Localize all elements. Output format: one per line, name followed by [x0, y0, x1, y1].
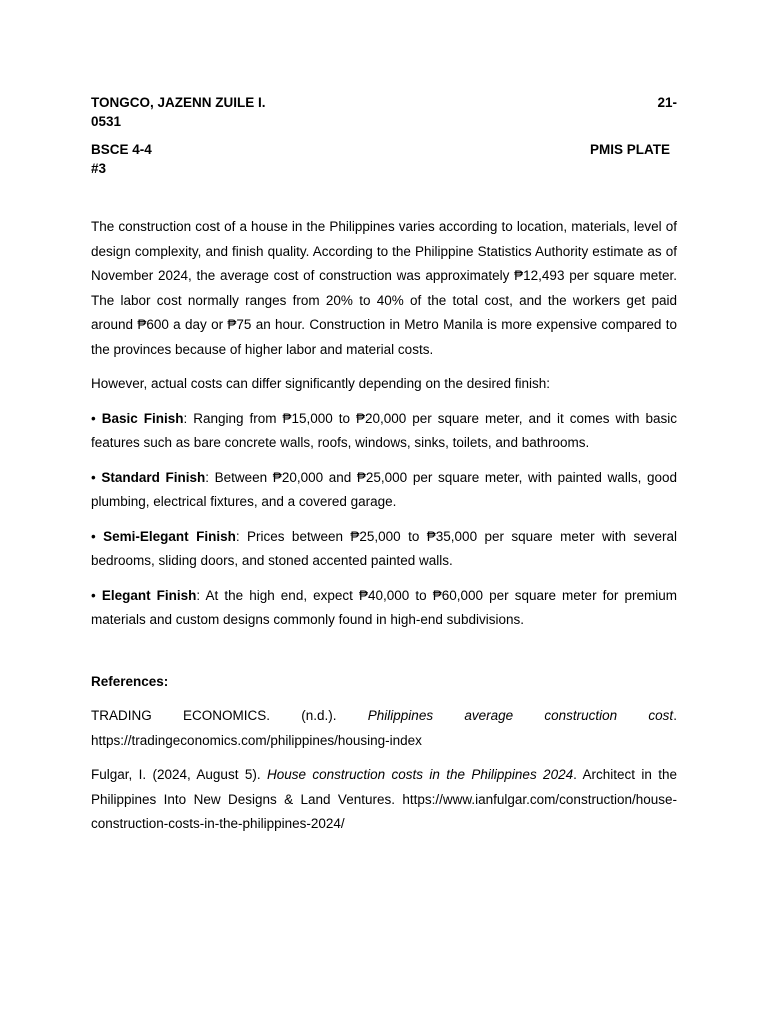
ref1-url: https://tradingeconomics.com/philippines/housing-index: [91, 732, 422, 748]
ref2-prefix: Fulgar, I. (2024, August 5).: [91, 767, 267, 782]
finish-description: : Ranging from ₱15,000 to ₱20,000 per square meter, and it comes with basic features such as bare concrete walls, roofs, windows, sinks, toilets, and bathrooms.: [91, 410, 677, 450]
finish-description: : Prices between ₱25,000 to ₱35,000 per square meter with several bedrooms, sliding doors, and stoned accented painted walls.: [91, 528, 677, 568]
references-heading: References:: [91, 673, 169, 689]
plate-label-part1: PMIS PLATE: [589, 142, 670, 157]
bullet-marker: •: [91, 587, 96, 603]
ref1-title-end: [648, 704, 677, 729]
reference-item-2: [91, 763, 677, 837]
finish-label: Semi-Elegant Finish: [103, 528, 236, 544]
finish-item-standard: [91, 466, 677, 515]
ref1-title-word4: cost: [648, 708, 674, 723]
ref2-suffix: . Architect in the Philippines Into New Designs & Land Ventures. https://www.ianfulgar.com/construction/house-construction-costs-in-the-philippines-2024/: [91, 767, 678, 831]
bullet-marker: •: [91, 469, 96, 485]
ref2-title: House construction costs in the Philippines 2024: [266, 767, 574, 782]
ref1-title-word3: construction: [544, 708, 618, 723]
finish-description: : Between ₱20,000 and ₱25,000 per square meter, with painted walls, good plumbing, electrical fixtures, and a covered garage.: [91, 469, 677, 509]
ref1-period: .: [673, 708, 677, 723]
intro-paragraph: The construction cost of a house in the Philippines varies according to location, materials, level of design complexity, and finish quality. According to the Philippine Statistics Authority estimate as of November 2024, the average cost of construction was approximately ₱12,493 per square meter. The labor cost normally ranges from 20% to 40% of the total cost, and the workers get paid around ₱600 a day or ₱75 an hour. Construction in Metro Manila is more expensive compared to the provinces because of higher labor and material costs.: [91, 219, 677, 357]
header-row-section: [91, 140, 677, 159]
finish-intro-paragraph: However, actual costs can differ significantly depending on the desired finish:: [91, 376, 551, 391]
plate-label-part2: #3: [91, 161, 107, 176]
bullet-marker: •: [91, 528, 96, 544]
ref1-title-word2: average: [464, 708, 514, 723]
finish-label: Elegant Finish: [101, 587, 197, 603]
ref1-author: TRADING: [91, 708, 152, 723]
reference-item-1: [91, 704, 677, 753]
header-block-2: [91, 140, 677, 178]
finish-label: Standard Finish: [101, 469, 206, 485]
student-id-part1: 21-: [657, 95, 677, 110]
ref1-author2: ECONOMICS.: [183, 708, 271, 723]
finish-description: : At the high end, expect ₱40,000 to ₱60,000 per square meter for premium materials and custom designs commonly found in high-end subdivisions.: [91, 587, 677, 627]
section-label: BSCE 4-4: [91, 142, 152, 157]
ref1-date: (n.d.).: [301, 708, 337, 723]
ref1-title-word1: Philippines: [367, 708, 434, 723]
finish-item-basic: [91, 407, 677, 456]
document-content: [91, 93, 677, 837]
bullet-marker: •: [91, 410, 96, 426]
student-id-part2: 0531: [91, 114, 122, 129]
finish-label: Basic Finish: [101, 410, 184, 426]
student-name: TONGCO, JAZENN ZUILE I.: [91, 95, 266, 110]
reference-1-line: [91, 704, 677, 729]
finish-item-semi-elegant: [91, 525, 677, 574]
header-block-1: [91, 93, 677, 131]
finish-item-elegant: [91, 584, 677, 633]
header-row-name: [91, 93, 677, 112]
